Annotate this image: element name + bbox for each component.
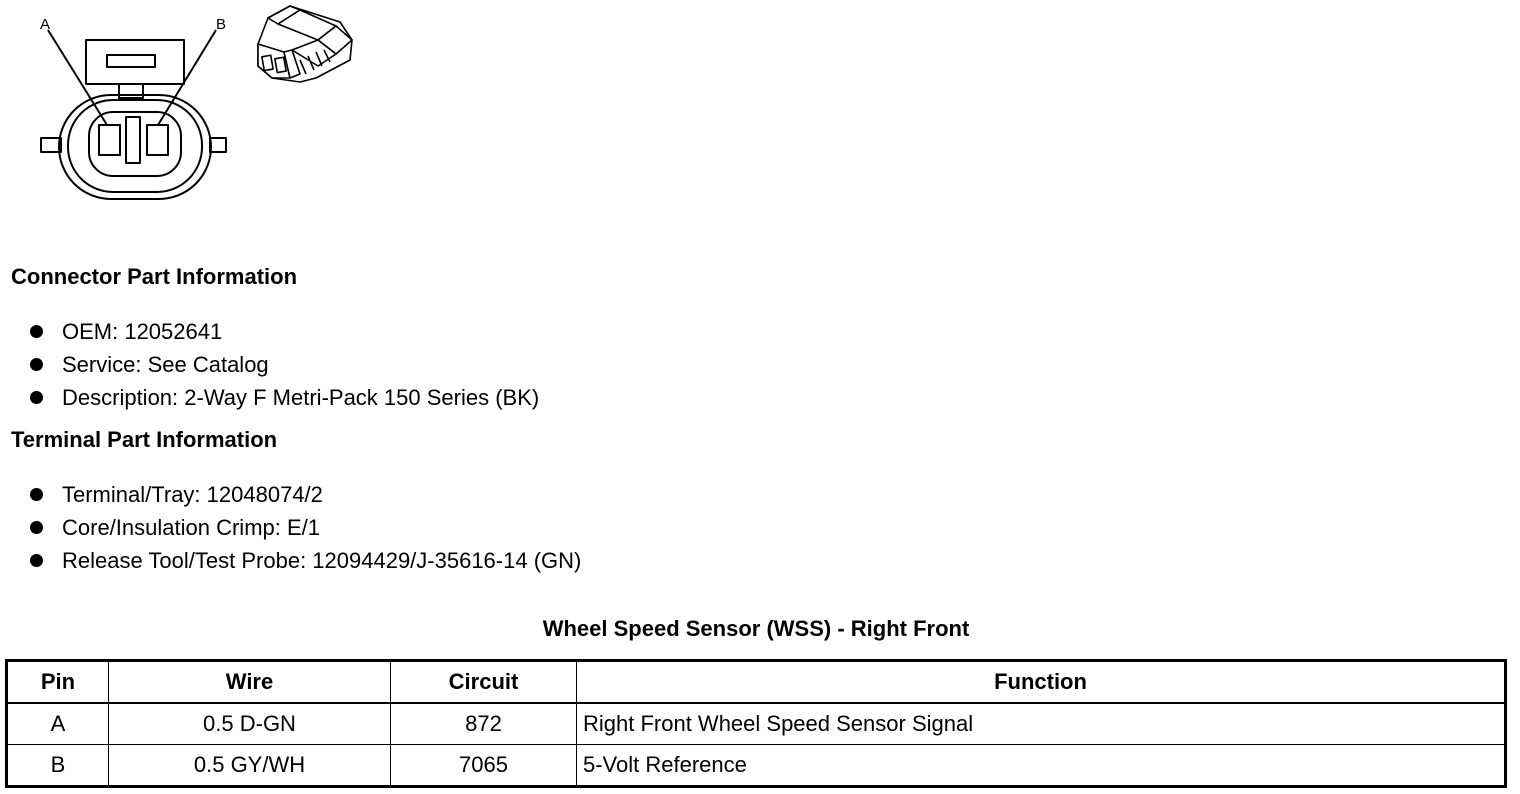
cell-circuit: 7065 xyxy=(391,745,577,787)
cell-pin: A xyxy=(7,703,109,745)
terminal-part-info-list xyxy=(0,478,581,577)
list-item xyxy=(0,478,581,511)
list-item xyxy=(0,315,539,348)
cell-wire: 0.5 GY/WH xyxy=(109,745,391,787)
terminal-tray: Terminal/Tray: 12048074/2 xyxy=(62,482,323,507)
connector-service: Service: See Catalog xyxy=(62,352,269,377)
table-row xyxy=(7,703,1506,745)
terminal-part-info-heading: Terminal Part Information xyxy=(11,427,278,452)
bullet-icon xyxy=(30,554,43,567)
terminal-crimp: Core/Insulation Crimp: E/1 xyxy=(62,515,320,540)
list-item xyxy=(0,544,581,577)
cell-function: 5-Volt Reference xyxy=(577,745,1506,787)
cell-pin: B xyxy=(7,745,109,787)
pin-label-b: B xyxy=(216,16,227,33)
cell-circuit: 872 xyxy=(391,703,577,745)
cell-wire: 0.5 D-GN xyxy=(109,703,391,745)
bullet-icon xyxy=(30,325,43,338)
bullet-icon xyxy=(30,488,43,501)
pinout-table xyxy=(5,659,1507,788)
cell-function: Right Front Wheel Speed Sensor Signal xyxy=(577,703,1506,745)
bullet-icon xyxy=(30,391,43,404)
bullet-icon xyxy=(30,358,43,371)
connector-isometric-view xyxy=(258,6,352,82)
connector-part-info-heading: Connector Part Information xyxy=(11,264,298,289)
connector-oem: OEM: 12052641 xyxy=(62,319,223,344)
list-item xyxy=(0,348,539,381)
table-title: Wheel Speed Sensor (WSS) - Right Front xyxy=(542,616,970,641)
pin-label-a: A xyxy=(40,16,51,33)
column-header-wire: Wire xyxy=(109,661,391,704)
bullet-icon xyxy=(30,521,43,534)
table-header-row xyxy=(7,661,1506,704)
connector-part-info-list xyxy=(0,315,539,414)
column-header-pin: Pin xyxy=(7,661,109,704)
column-header-function: Function xyxy=(577,661,1506,704)
connector-diagram xyxy=(0,0,380,205)
column-header-circuit: Circuit xyxy=(391,661,577,704)
terminal-release-tool: Release Tool/Test Probe: 12094429/J-35616-14 (GN) xyxy=(62,548,582,573)
list-item xyxy=(0,381,539,414)
table-row xyxy=(7,745,1506,787)
list-item xyxy=(0,511,581,544)
connector-description: Description: 2-Way F Metri-Pack 150 Series (BK) xyxy=(62,385,540,410)
